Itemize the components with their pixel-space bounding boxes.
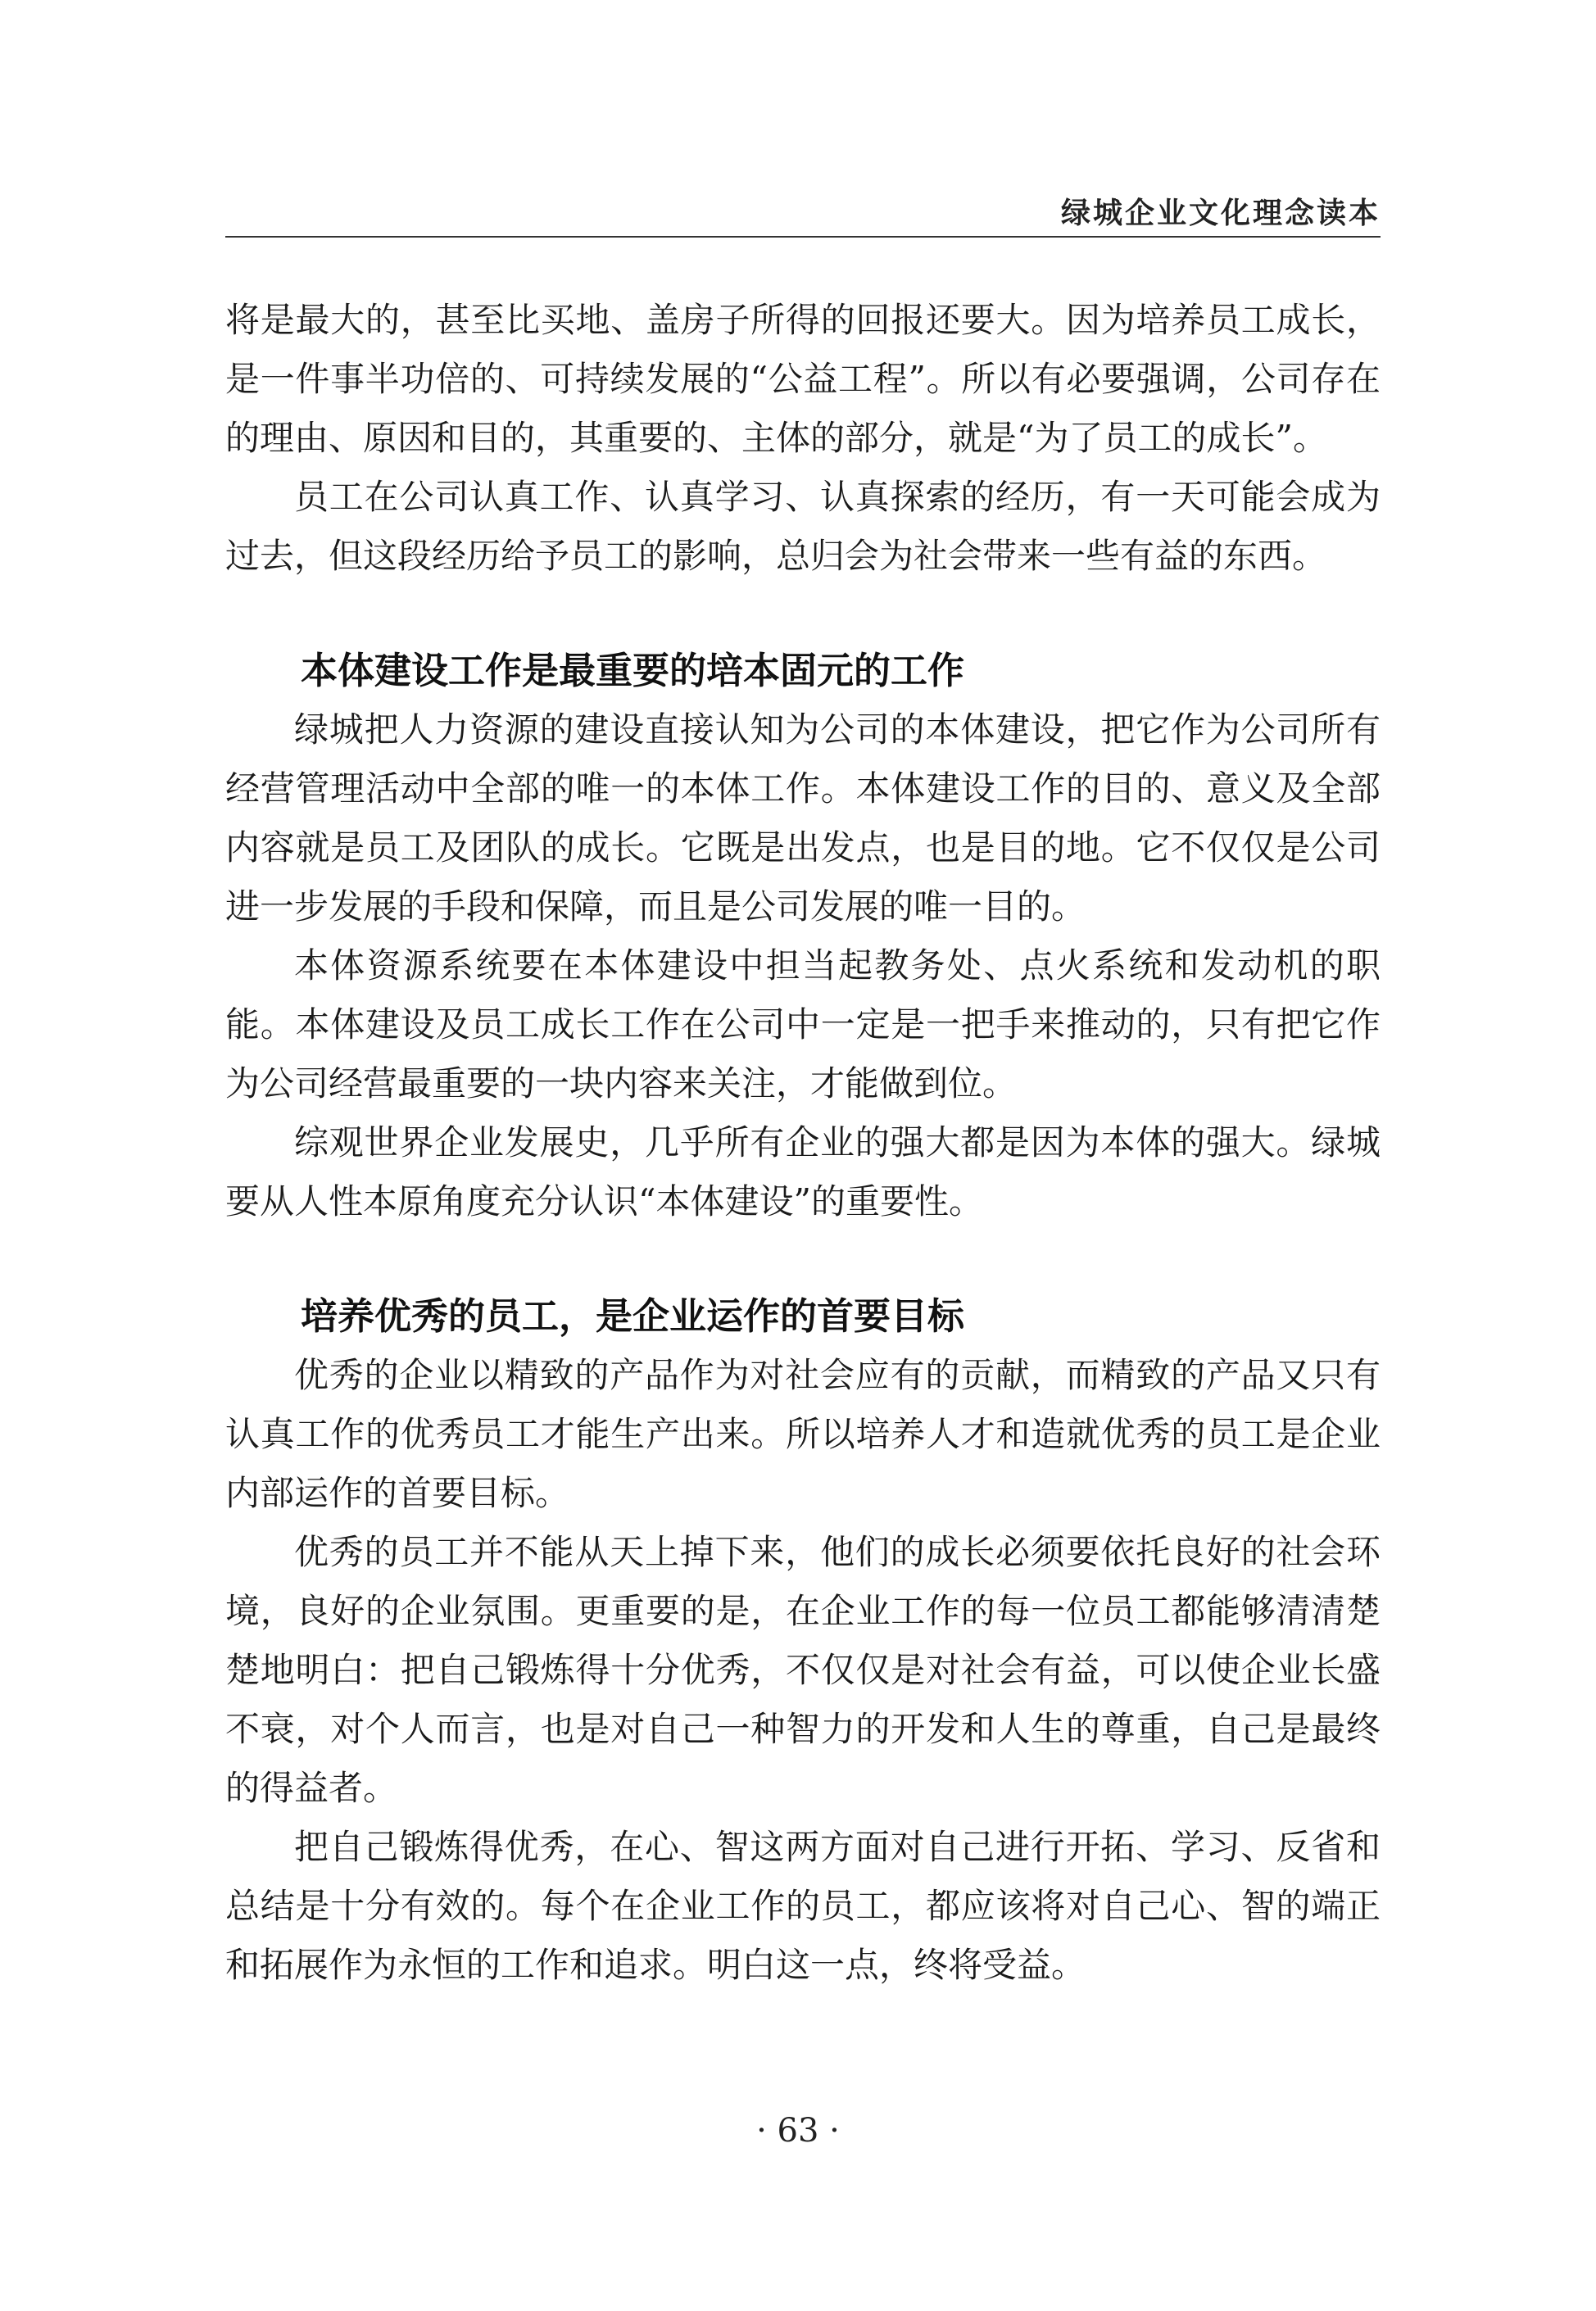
intro-paragraph-2: 员工在公司认真工作、认真学习、认真探索的经历，有一天可能会成为过去，但这段经历给予员工的影响，总归会为社会带来一些有益的东西。: [225, 477, 1381, 576]
section-1-paragraph-2: 本体资源系统要在本体建设中担当起教务处、点火系统和发动机的职能。本体建设及员工成长工作在公司中一定是一把手来推动的，只有把它作为公司经营最重要的一块内容来关注，才能做到位。: [225, 945, 1381, 1103]
section-spacer: [225, 1231, 1381, 1287]
running-header: [225, 187, 1381, 238]
section-1-paragraph-3: 综观世界企业发展史，几乎所有企业的强大都是因为本体的强大。绿城要从人性本原角度充分认识“本体建设”的重要性。: [225, 1122, 1381, 1221]
section-2-heading: 培养优秀的员工，是企业运作的首要目标: [301, 1294, 965, 1338]
section-1-paragraph-1: 绿城把人力资源的建设直接认知为公司的本体建设，把它作为公司所有经营管理活动中全部的唯一的本体工作。本体建设工作的目的、意义及全部内容就是员工及团队的成长。它既是出发点，也是目的地。它不仅仅是公司进一步发展的手段和保障，而且是公司发展的唯一目的。: [225, 709, 1381, 927]
section-spacer: [225, 586, 1381, 641]
page-number: · 63 ·: [756, 2112, 840, 2150]
page-body: [225, 291, 1381, 1995]
section-2-paragraph-1: 优秀的企业以精致的产品作为对社会应有的贡献，而精致的产品又只有认真工作的优秀员工才能生产出来。所以培养人才和造就优秀的员工是企业内部运作的首要目标。: [225, 1355, 1381, 1513]
section-2-paragraph-2: 优秀的员工并不能从天上掉下来，他们的成长必须要依托良好的社会环境，良好的企业氛围。更重要的是，在企业工作的每一位员工都能够清清楚楚地明白：把自己锻炼得十分优秀，不仅仅是对社会有益，可以使企业长盛不衰，对个人而言，也是对自己一种智力的开发和人生的尊重，自己是最终的得益者。: [225, 1532, 1381, 1808]
section-1-heading: 本体建设工作是最重要的培本固元的工作: [301, 649, 965, 692]
book-title: 绿城企业文化理念读本: [1060, 197, 1381, 230]
intro-paragraph-1: 将是最大的，甚至比买地、盖房子所得的回报还要大。因为培养员工成长，是一件事半功倍的、可持续发展的“公益工程”。所以有必要强调，公司存在的理由、原因和目的，其重要的、主体的部分，就是“为了员工的成长”。: [225, 300, 1381, 458]
section-2-paragraph-3: 把自己锻炼得优秀，在心、智这两方面对自己进行开拓、学习、反省和总结是十分有效的。每个在企业工作的员工，都应该将对自己心、智的端正和拓展作为永恒的工作和追求。明白这一点，终将受益。: [225, 1827, 1381, 1985]
